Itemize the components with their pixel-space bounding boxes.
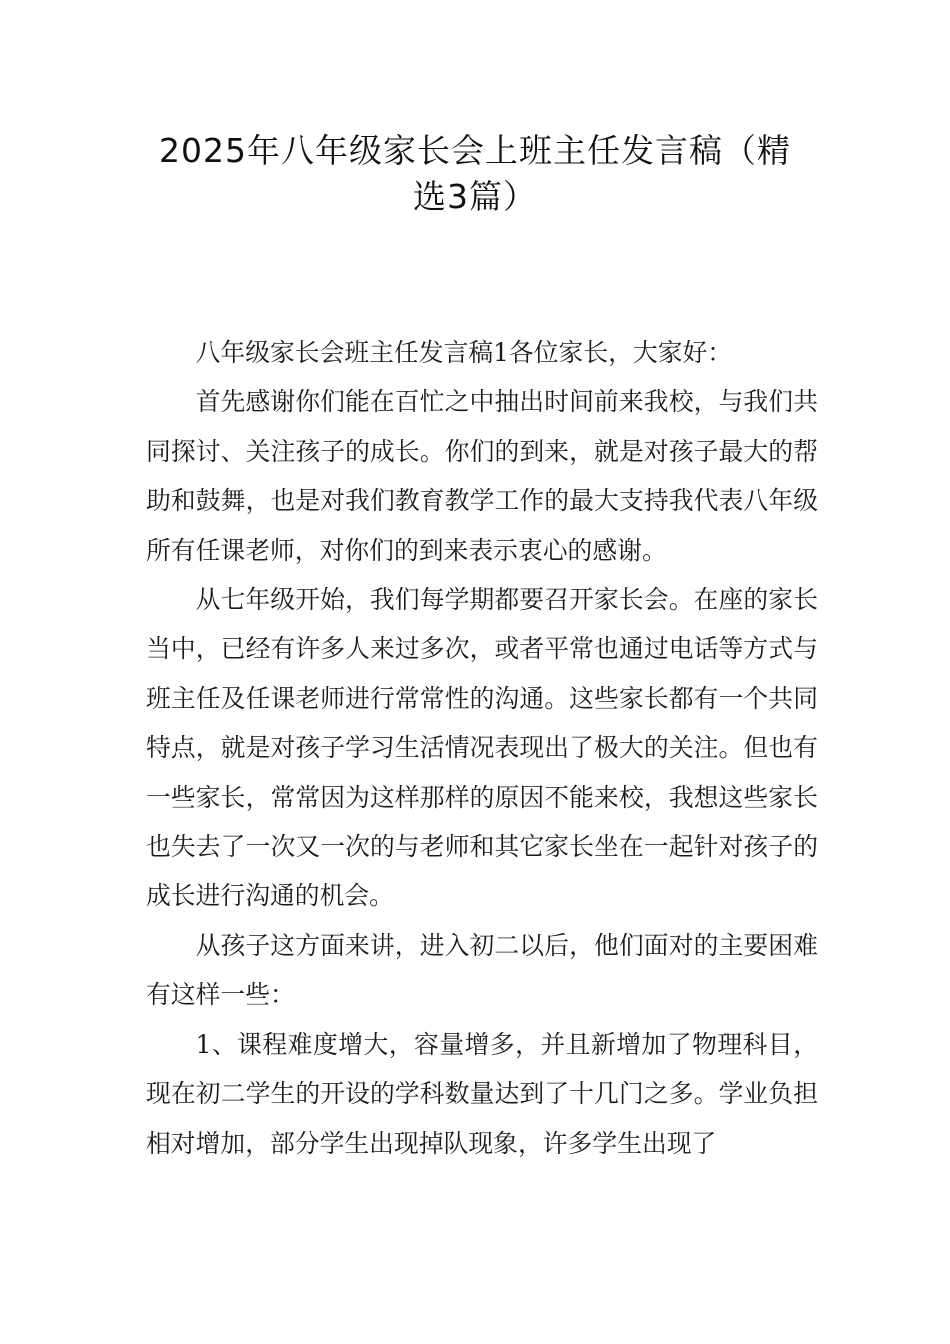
document-title [130, 128, 820, 220]
paragraph-background: 从七年级开始，我们每学期都要召开家长会。在座的家长当中，已经有许多人来过多次，或者平常也通过电话等方式与班主任及任课老师进行常常性的沟通。这些家长都有一个共同特点，就是对孩子学习生活情况表现出了极大的关注。但也有一些家长，常常因为这样那样的原因不能来校，我想这些家长也失去了一次又一次的与老师和其它家长坐在一起针对孩子的成长进行沟通的机会。 [146, 585, 818, 911]
paragraph-difficulty-1: 1、课程难度增大，容量增多，并且新增加了物理科目，现在初二学生的开设的学科数量达到了十几门之多。学业负担相对增加，部分学生出现掉队现象，许多学生出现了 [146, 1029, 818, 1158]
paragraph-thanks: 首先感谢你们能在百忙之中抽出时间前来我校，与我们共同探讨、关注孩子的成长。你们的到来，就是对孩子最大的帮助和鼓舞，也是对我们教育教学工作的最大支持我代表八年级所有任课老师，对你们的到来表示衷心的感谢。 [146, 387, 818, 565]
paragraph-greeting: 八年级家长会班主任发言稿1各位家长，大家好： [195, 338, 733, 367]
document-body [146, 328, 818, 1168]
title-line-1: 2025年八年级家长会上班主任发言稿（精 [159, 131, 791, 170]
paragraph-difficulties-intro: 从孩子这方面来讲，进入初二以后，他们面对的主要困难有这样一些： [146, 930, 818, 1010]
title-line-2: 选3篇） [413, 177, 537, 216]
